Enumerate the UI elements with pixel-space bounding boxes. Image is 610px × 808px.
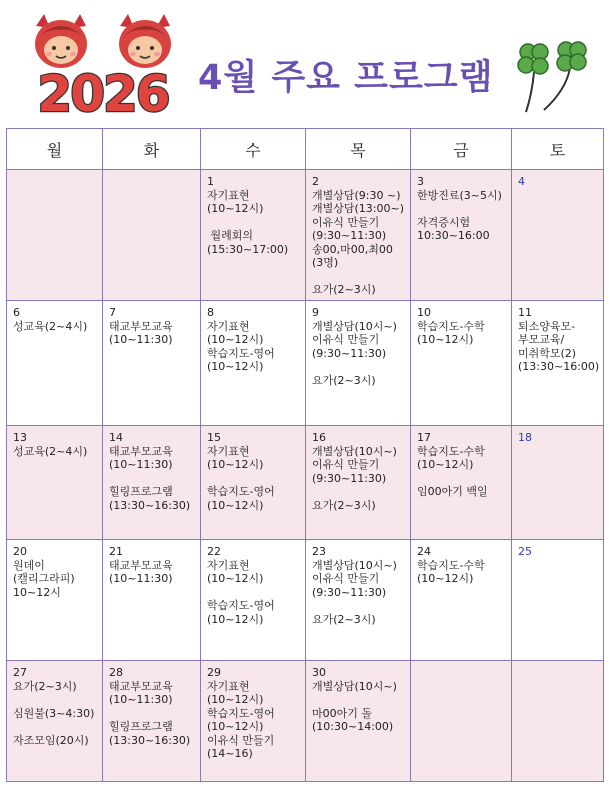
day-events: 태교부모교육 (10~11:30) xyxy=(109,319,173,346)
day-cell xyxy=(103,426,201,540)
day-number: 18 xyxy=(518,431,532,444)
day-cell xyxy=(201,540,306,661)
weekday-mon: 월 xyxy=(7,129,103,170)
logo-2026-horses xyxy=(14,14,192,114)
day-number: 21 xyxy=(109,545,123,558)
day-number: 24 xyxy=(417,545,431,558)
day-number: 13 xyxy=(13,431,27,444)
day-number: 7 xyxy=(109,306,116,319)
day-events: 학습지도-수학 (10~12시) xyxy=(417,319,485,346)
day-events: 요가(2~3시) 심원불(3~4:30) 자조모임(20시) xyxy=(13,679,95,747)
day-number: 20 xyxy=(13,545,27,558)
day-cell xyxy=(201,426,306,540)
day-number: 8 xyxy=(207,306,214,319)
day-events: 자기표현 (10~12시) 학습지도-영어 (10~12시) 이유식 만들기 (14~16) xyxy=(207,679,275,760)
day-cell xyxy=(103,170,201,301)
day-number: 23 xyxy=(312,545,326,558)
day-events: 태교부모교육 (10~11:30) xyxy=(109,558,173,585)
day-number: 27 xyxy=(13,666,27,679)
day-events: 한방진료(3~5시) 자격증시험 10:30~16:00 xyxy=(417,188,502,242)
day-number: 28 xyxy=(109,666,123,679)
day-cell xyxy=(306,661,411,782)
day-cell-saturday xyxy=(512,426,604,540)
day-events: 개별상담(10시~) 이유식 만들기 (9:30~11:30) 요가(2~3시) xyxy=(312,319,397,387)
day-cell xyxy=(411,170,512,301)
day-cell xyxy=(7,661,103,782)
day-number: 1 xyxy=(207,175,214,188)
day-cell-saturday xyxy=(512,170,604,301)
day-events: 자기표현 (10~12시) 학습지도-영어 (10~12시) xyxy=(207,444,275,512)
day-cell xyxy=(306,426,411,540)
day-number: 17 xyxy=(417,431,431,444)
day-number: 9 xyxy=(312,306,319,319)
clover-icon xyxy=(516,38,596,114)
weekday-fri: 금 xyxy=(411,129,512,170)
day-events: 자기표현 (10~12시) 학습지도-영어 (10~12시) xyxy=(207,319,275,373)
day-cell xyxy=(411,540,512,661)
day-cell xyxy=(201,661,306,782)
day-events: 개별상담(10시~) 마00아기 돌 (10:30~14:00) xyxy=(312,679,397,733)
day-cell xyxy=(103,301,201,426)
day-cell xyxy=(103,661,201,782)
weekday-header-row xyxy=(7,129,604,170)
day-number: 15 xyxy=(207,431,221,444)
day-cell-saturday xyxy=(512,540,604,661)
day-cell xyxy=(306,170,411,301)
page-title: 4월 주요 프로그램 xyxy=(198,58,494,98)
day-number: 3 xyxy=(417,175,424,188)
day-events: 태교부모교육 (10~11:30) 힐링프로그램 (13:30~16:30) xyxy=(109,679,191,747)
day-cell xyxy=(7,540,103,661)
day-cell xyxy=(411,301,512,426)
weekday-wed: 수 xyxy=(201,129,306,170)
weekday-thu: 목 xyxy=(306,129,411,170)
horse-head-right-icon xyxy=(119,14,171,68)
day-events: 자기표현 (10~12시) 월례회의 (15:30~17:00) xyxy=(207,188,289,256)
horse-head-left-icon xyxy=(35,14,87,68)
day-cell xyxy=(7,301,103,426)
day-events: 원데이 (캘리그라피) 10~12시 xyxy=(13,558,75,599)
day-number: 25 xyxy=(518,545,532,558)
week-row-2 xyxy=(7,301,604,426)
day-number: 22 xyxy=(207,545,221,558)
day-events: 퇴소양육모- 부모교육/ 미취학모(2) (13:30~16:00) xyxy=(518,319,600,373)
day-number: 29 xyxy=(207,666,221,679)
day-events: 태교부모교육 (10~11:30) 힐링프로그램 (13:30~16:30) xyxy=(109,444,191,512)
day-cell xyxy=(7,170,103,301)
day-cell xyxy=(7,426,103,540)
weekday-tue: 화 xyxy=(103,129,201,170)
day-events: 성교육(2~4시) xyxy=(13,319,88,333)
day-cell xyxy=(306,301,411,426)
day-cell xyxy=(103,540,201,661)
day-events: 개별상담(10시~) 이유식 만들기 (9:30~11:30) 요가(2~3시) xyxy=(312,558,397,626)
day-number: 16 xyxy=(312,431,326,444)
day-cell xyxy=(411,426,512,540)
day-cell xyxy=(306,540,411,661)
day-cell xyxy=(201,301,306,426)
day-cell xyxy=(411,661,512,782)
day-events: 개별상담(10시~) 이유식 만들기 (9:30~11:30) 요가(2~3시) xyxy=(312,444,397,512)
day-events: 자기표현 (10~12시) 학습지도-영어 (10~12시) xyxy=(207,558,275,626)
week-row-5 xyxy=(7,661,604,782)
day-cell xyxy=(201,170,306,301)
week-row-4 xyxy=(7,540,604,661)
day-events: 성교육(2~4시) xyxy=(13,444,88,458)
day-number: 11 xyxy=(518,306,532,319)
day-number: 10 xyxy=(417,306,431,319)
day-events: 개별상담(9:30 ~) 개별상담(13:00~) 이유식 만들기 (9:30~11:30) 송00,마00,최00 (3명) 요가(2~3시) xyxy=(312,188,405,296)
week-row-1 xyxy=(7,170,604,301)
logo-year: 2026 xyxy=(37,65,169,114)
day-events: 학습지도-수학 (10~12시) xyxy=(417,558,485,585)
header xyxy=(0,0,610,122)
day-number: 4 xyxy=(518,175,525,188)
day-cell-saturday xyxy=(512,301,604,426)
day-number: 2 xyxy=(312,175,319,188)
day-number: 30 xyxy=(312,666,326,679)
week-row-3 xyxy=(7,426,604,540)
day-number: 6 xyxy=(13,306,20,319)
weekday-sat: 토 xyxy=(512,129,604,170)
day-number: 14 xyxy=(109,431,123,444)
calendar-table xyxy=(6,128,604,782)
day-events: 학습지도-수학 (10~12시) 임00아기 백일 xyxy=(417,444,488,498)
day-cell-saturday xyxy=(512,661,604,782)
